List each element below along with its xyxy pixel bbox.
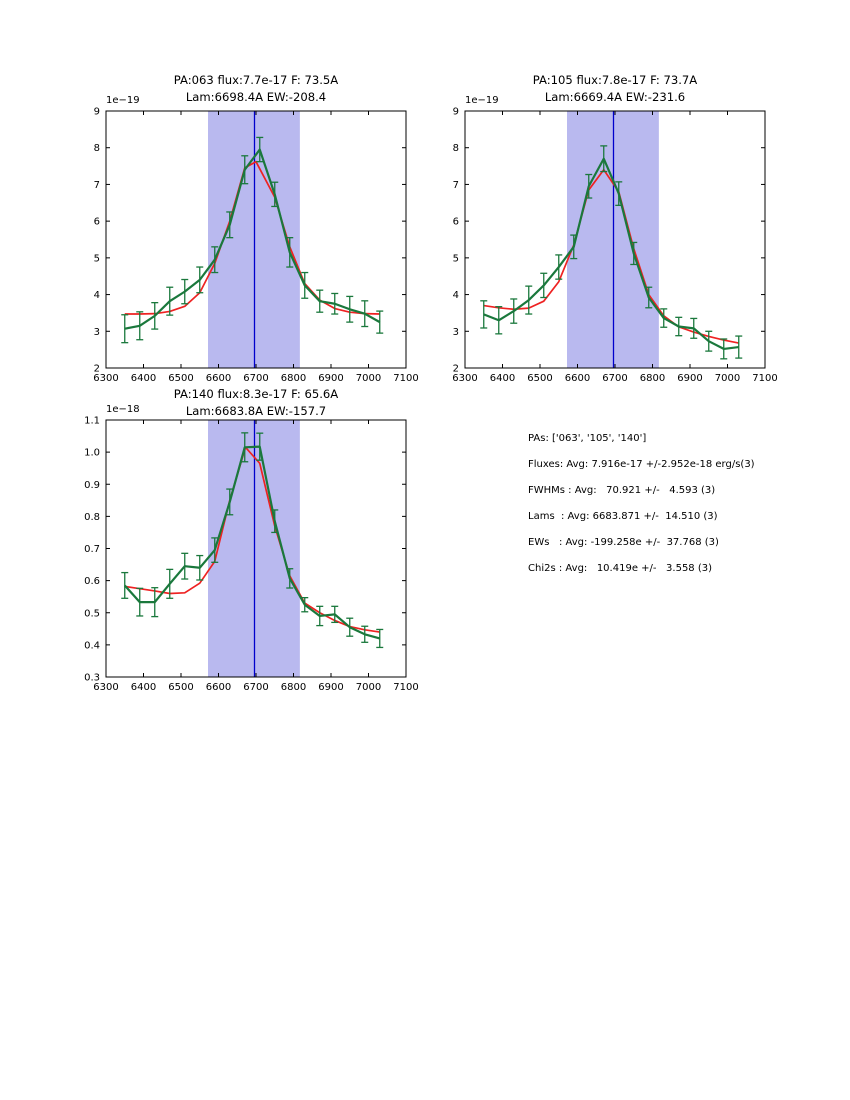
x-tick-label: 6900	[318, 682, 344, 693]
x-tick-label: 6500	[168, 682, 194, 693]
y-tick-label: 0.9	[84, 479, 100, 491]
y-tick-label: 6	[93, 216, 100, 228]
y-tick-label: 1.0	[84, 447, 100, 459]
chart1-plot-area	[56, 105, 426, 395]
x-tick-label: 7000	[714, 373, 741, 384]
x-tick-label: 6800	[280, 373, 307, 384]
y-tick-label: 9	[93, 106, 100, 118]
chart1-y-offset-label: 1e−19	[106, 95, 140, 106]
x-tick-label: 7100	[393, 373, 419, 384]
x-tick-label: 6800	[639, 373, 666, 384]
y-tick-label: 8	[452, 143, 459, 155]
x-tick-label: 7100	[393, 682, 419, 693]
stats-line-chi2s: Chi2s : Avg: 10.419e +/- 3.558 (3)	[528, 563, 713, 574]
chart1-title	[106, 72, 406, 106]
x-tick-label: 6300	[452, 373, 478, 384]
x-tick-label: 6700	[602, 373, 628, 384]
chart3-y-offset-label: 1e−18	[106, 404, 140, 415]
chart2-title	[465, 72, 765, 106]
y-tick-label: 0.8	[84, 511, 100, 523]
chart1-title-line1: PA:063 flux:7.7e-17 F: 73.5A	[173, 73, 339, 87]
y-tick-label: 0.4	[84, 640, 100, 652]
chart3-plot-area	[56, 414, 426, 704]
stats-line-lams: Lams : Avg: 6683.871 +/- 14.510 (3)	[528, 511, 718, 522]
chart2-title-line2: Lam:6669.4A EW:-231.6	[544, 90, 686, 104]
x-tick-label: 6800	[280, 682, 307, 693]
x-tick-label: 6400	[130, 682, 157, 693]
y-tick-label: 3	[452, 326, 459, 338]
y-tick-label: 0.5	[84, 608, 100, 620]
y-tick-label: 5	[93, 253, 100, 265]
y-tick-label: 4	[452, 290, 459, 302]
chart3-title-line1: PA:140 flux:8.3e-17 F: 65.6A	[173, 387, 339, 401]
x-tick-label: 6300	[93, 682, 119, 693]
x-tick-label: 6500	[168, 373, 194, 384]
y-tick-label: 7	[93, 179, 100, 191]
chart2-plot-area	[415, 105, 785, 395]
y-tick-label: 2	[452, 363, 459, 375]
x-tick-label: 6600	[564, 373, 591, 384]
chart2-y-offset-label: 1e−19	[465, 95, 499, 106]
x-tick-label: 6700	[243, 373, 269, 384]
x-tick-label: 6500	[527, 373, 553, 384]
y-tick-label: 9	[452, 106, 459, 118]
chart1-title-line2: Lam:6698.4A EW:-208.4	[185, 90, 327, 104]
y-tick-label: 0.7	[84, 544, 100, 555]
stats-line-pas: PAs: ['063', '105', '140']	[528, 433, 647, 444]
y-tick-label: 0.6	[84, 576, 100, 588]
x-tick-label: 7000	[355, 373, 382, 384]
chart3-title-line2: Lam:6683.8A EW:-157.7	[185, 404, 327, 418]
stats-panel	[528, 426, 755, 582]
x-tick-label: 6700	[243, 682, 269, 693]
stats-line-ews: EWs : Avg: -199.258e +/- 37.768 (3)	[528, 537, 719, 548]
y-tick-label: 3	[93, 326, 100, 338]
x-tick-label: 6900	[318, 373, 344, 384]
x-tick-label: 6600	[205, 682, 232, 693]
x-tick-label: 6400	[130, 373, 157, 384]
chart2-title-line1: PA:105 flux:7.8e-17 F: 73.7A	[532, 73, 698, 87]
y-tick-label: 6	[452, 216, 459, 228]
stats-line-fluxes: Fluxes: Avg: 7.916e-17 +/-2.952e-18 erg/s(3)	[528, 459, 755, 470]
y-tick-label: 8	[93, 143, 100, 155]
stats-line-fwhms: FWHMs : Avg: 70.921 +/- 4.593 (3)	[528, 485, 716, 496]
x-tick-label: 7000	[355, 682, 382, 693]
x-tick-label: 7100	[752, 373, 778, 384]
x-tick-label: 6300	[93, 373, 119, 384]
y-tick-label: 5	[452, 253, 459, 265]
x-tick-label: 6400	[489, 373, 516, 384]
x-tick-label: 6900	[677, 373, 703, 384]
y-tick-label: 2	[93, 363, 100, 375]
y-tick-label: 4	[93, 290, 100, 302]
y-tick-label: 0.3	[84, 672, 100, 684]
y-tick-label: 7	[452, 179, 459, 191]
x-tick-label: 6600	[205, 373, 232, 384]
y-tick-label: 1.1	[84, 415, 100, 427]
